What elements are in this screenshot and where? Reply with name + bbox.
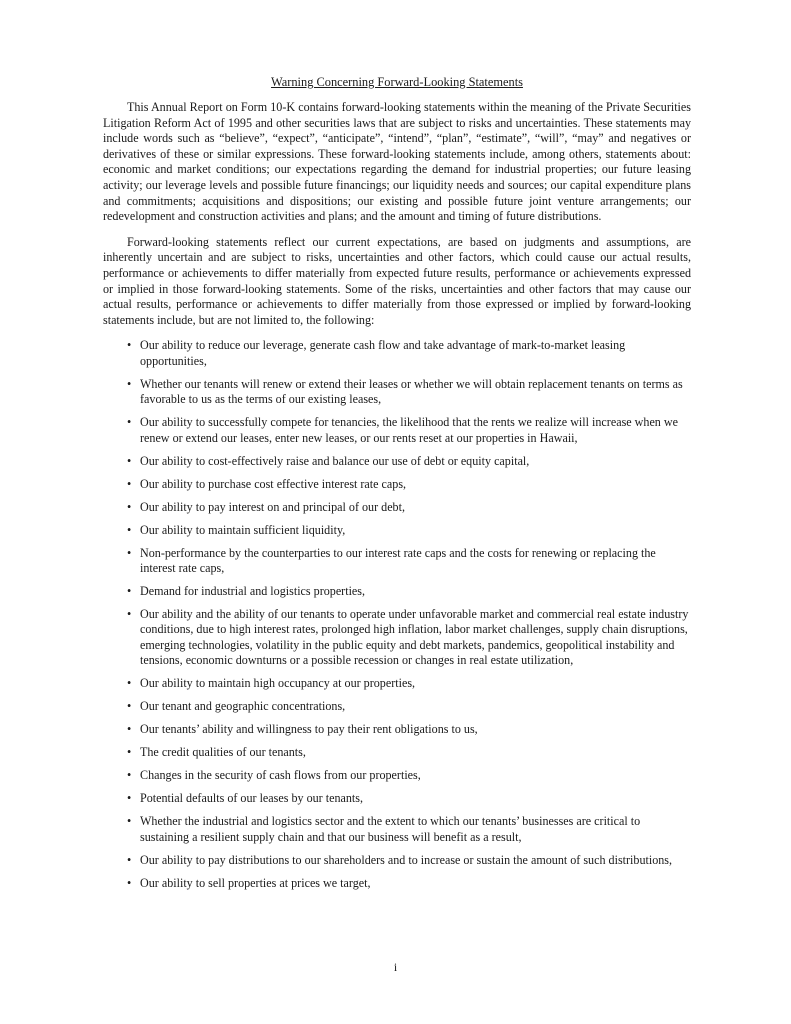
bullet-icon: •	[127, 875, 132, 890]
list-item	[103, 377, 691, 408]
bullet-icon: •	[127, 745, 132, 760]
list-item-text: Our ability to pay interest on and principal of our debt,	[140, 499, 405, 514]
list-item-text: Our ability to purchase cost effective interest rate caps,	[140, 476, 407, 491]
list-item-text: Our ability to maintain high occupancy at our properties,	[140, 676, 416, 691]
bullet-icon: •	[127, 676, 132, 691]
list-item-text: Demand for industrial and logistics properties,	[140, 583, 366, 598]
list-item	[103, 791, 691, 806]
bullet-icon: •	[127, 722, 132, 737]
bullet-icon: •	[127, 791, 132, 806]
list-item-text: Non-performance by the counterparties to our interest rate caps and the costs for renewing or replacing the interest rate caps,	[140, 545, 656, 575]
list-item	[103, 745, 691, 760]
bullet-icon: •	[127, 499, 132, 514]
paragraph-intro: This Annual Report on Form 10-K contains forward-looking statements within the meaning of the Private Securities Litigation Reform Act of 1995 and other securities laws that are subject to risks and uncertainties. These statements may include words such as “believe”, “expect”, “anticipate”, “intend”, “plan”, “estimate”, “will”, “may” and negatives or derivatives of these or similar expressions. These forward-looking statements include, among others, statements about: economic and market conditions; our expectations regarding the demand for industrial properties; our future leasing activity; our leverage levels and possible future financings; our liquidity needs and sources; our capital expenditure plans and commitments; acquisitions and dispositions; our existing and possible future joint venture arrangements; our redevelopment and construction activities and plans; and the amount and timing of future distributions.	[103, 100, 691, 224]
list-item-text: Our ability to reduce our leverage, generate cash flow and take advantage of mark-to-market leasing opportunities,	[140, 338, 626, 368]
list-item	[103, 699, 691, 714]
section-title: Warning Concerning Forward-Looking Statements	[271, 75, 523, 89]
bullet-icon: •	[127, 583, 132, 598]
bullet-icon: •	[127, 453, 132, 468]
bullet-icon: •	[127, 768, 132, 783]
list-item-text: The credit qualities of our tenants,	[140, 745, 306, 760]
list-item-text: Our tenant and geographic concentrations,	[140, 699, 346, 714]
list-item-text: Our tenants’ ability and willingness to pay their rent obligations to us,	[140, 722, 478, 737]
page-number: i	[393, 960, 398, 974]
list-item	[103, 876, 691, 891]
list-item	[103, 546, 691, 577]
bullet-icon: •	[127, 814, 132, 829]
bullet-icon: •	[127, 415, 132, 430]
list-item-text: Our ability to sell properties at prices we target,	[140, 875, 371, 890]
paragraph-risks: Forward-looking statements reflect our current expectations, are based on judgments and assumptions, are inherently uncertain and are subject to risks, uncertainties and other factors, which could cause our actual results, performance or achievements to differ materially from expected future results, performance or achievements expressed or implied in those forward-looking statements. Some of the risks, uncertainties and other factors that may cause our actual results, performance or achievements to differ materially from those expressed or implied by forward-looking statements include, but are not limited to, the following:	[103, 234, 691, 327]
list-item-text: Our ability and the ability of our tenants to operate under unfavorable market and commercial real estate industry conditions, due to high interest rates, prolonged high inflation, labor market challenges, supply chain disruptions, emerging technologies, volatility in the public equity and debt markets, pandemics, geopolitical instability and tensions, economic downturns or a possible recession or changes in real estate utilization,	[140, 606, 689, 668]
list-item	[103, 454, 691, 469]
bullet-icon: •	[127, 376, 132, 391]
bullet-icon: •	[127, 522, 132, 537]
list-item	[103, 768, 691, 783]
list-item	[103, 722, 691, 737]
list-item-text: Potential defaults of our leases by our tenants,	[140, 791, 364, 806]
bullet-icon: •	[127, 476, 132, 491]
bullet-icon: •	[127, 699, 132, 714]
list-item-text: Our ability to pay distributions to our shareholders and to increase or sustain the amount of such distributions,	[140, 852, 673, 867]
list-item-text: Our ability to successfully compete for tenancies, the likelihood that the rents we realize will increase when we renew or extend our leases, enter new leases, or our rents reset at our properties in Hawaii,	[140, 415, 678, 445]
list-item-text: Our ability to maintain sufficient liquidity,	[140, 522, 346, 537]
risk-factor-list	[103, 338, 691, 891]
list-item	[103, 477, 691, 492]
list-item	[103, 415, 691, 446]
list-item	[103, 500, 691, 515]
list-item	[103, 676, 691, 691]
list-item	[103, 814, 691, 845]
bullet-icon: •	[127, 338, 132, 353]
list-item	[103, 338, 691, 369]
list-item-text: Our ability to cost-effectively raise and balance our use of debt or equity capital,	[140, 453, 530, 468]
list-item	[103, 607, 691, 669]
list-item	[103, 853, 691, 868]
document-page	[103, 74, 691, 899]
list-item-text: Whether the industrial and logistics sector and the extent to which our tenants’ businesses are critical to sustaining a resilient supply chain and that our business will benefit as a result,	[140, 814, 641, 844]
list-item	[103, 584, 691, 599]
bullet-icon: •	[127, 852, 132, 867]
bullet-icon: •	[127, 606, 132, 621]
list-item-text: Changes in the security of cash flows from our properties,	[140, 768, 421, 783]
bullet-icon: •	[127, 545, 132, 560]
list-item	[103, 523, 691, 538]
list-item-text: Whether our tenants will renew or extend their leases or whether we will obtain replacement tenants on terms as favorable to us as the terms of our existing leases,	[140, 376, 683, 407]
